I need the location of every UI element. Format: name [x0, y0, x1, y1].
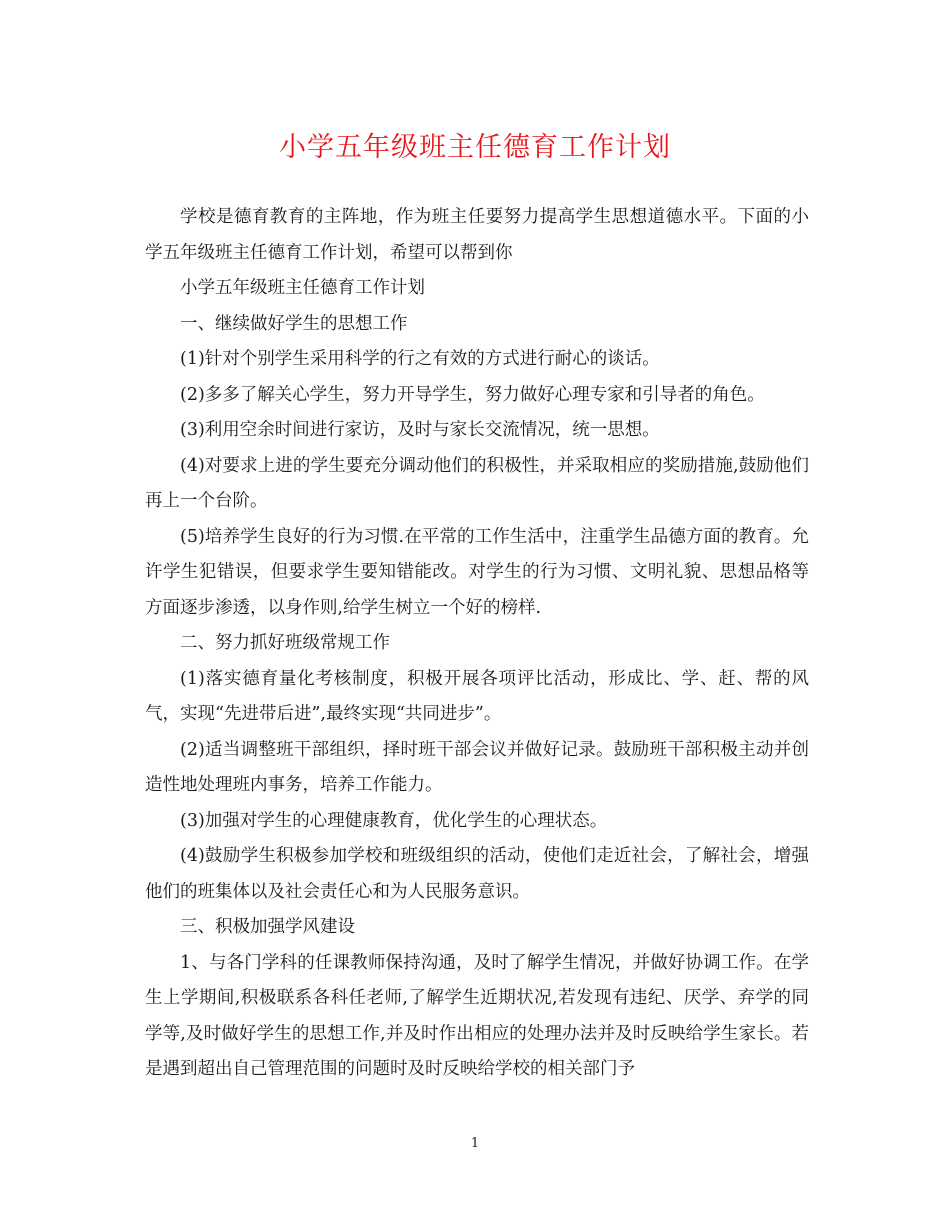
list-item: (1)落实德育量化考核制度，积极开展各项评比活动，形成比、学、赶、帮的风气，实现“先进带后进”,最终实现“共同进步”。 — [145, 668, 809, 724]
list-item: (4)对要求上进的学生要充分调动他们的积极性，并采取相应的奖励措施,鼓励他们再上一个台阶。 — [145, 455, 809, 511]
list-item: (2)多多了解关心学生，努力开导学生，努力做好心理专家和引导者的角色。 — [180, 384, 765, 405]
intro-paragraph: 学校是德育教育的主阵地，作为班主任要努力提高学生思想道德水平。下面的小学五年级班主任德育工作计划，希望可以帮到你 — [145, 207, 809, 263]
list-item: (1)针对个别学生采用科学的行之有效的方式进行耐心的谈话。 — [180, 349, 660, 369]
list-item: (3)利用空余时间进行家访，及时与家长交流情况，统一思想。 — [180, 420, 660, 440]
subtitle-paragraph: 小学五年级班主任德育工作计划 — [180, 278, 425, 298]
section-heading-1: 一、继续做好学生的思想工作 — [180, 313, 408, 334]
section-heading-2: 二、努力抓好班级常规工作 — [180, 633, 390, 653]
document-title: 小学五年级班主任德育工作计划 — [279, 132, 671, 163]
list-item: (4)鼓励学生积极参加学校和班级组织的活动，使他们走近社会，了解社会，增强他们的班集体以及社会责任心和为人民服务意识。 — [145, 846, 809, 902]
section-heading-3: 三、积极加强学风建设 — [180, 917, 355, 937]
list-item: 1、与各门学科的任课教师保持沟通，及时了解学生情况，并做好协调工作。在学生上学期间,积极联系各科任老师,了解学生近期状况,若发现有违纪、厌学、弃学的同学等,及时做好学生的思想工作,并及时作出相应的处理办法并及时反映给学生家长。若是遇到超出自己管理范围的问题时及时反映给学校的相关部门予 — [145, 952, 809, 1079]
list-item: (2)适当调整班干部组织，择时班干部会议并做好记录。鼓励班干部积极主动并创造性地处理班内事务，培养工作能力。 — [145, 739, 809, 795]
list-item: (3)加强对学生的心理健康教育，优化学生的心理状态。 — [180, 810, 608, 831]
document-body — [145, 200, 809, 1088]
list-item: (5)培养学生良好的行为习惯.在平常的工作生活中，注重学生品德方面的教育。允许学生犯错误，但要求学生要知错能改。对学生的行为习惯、文明礼貌、思想品格等方面逐步渗透，以身作则,给学生树立一个好的榜样. — [145, 526, 809, 618]
page-number: 1 — [470, 1136, 480, 1151]
